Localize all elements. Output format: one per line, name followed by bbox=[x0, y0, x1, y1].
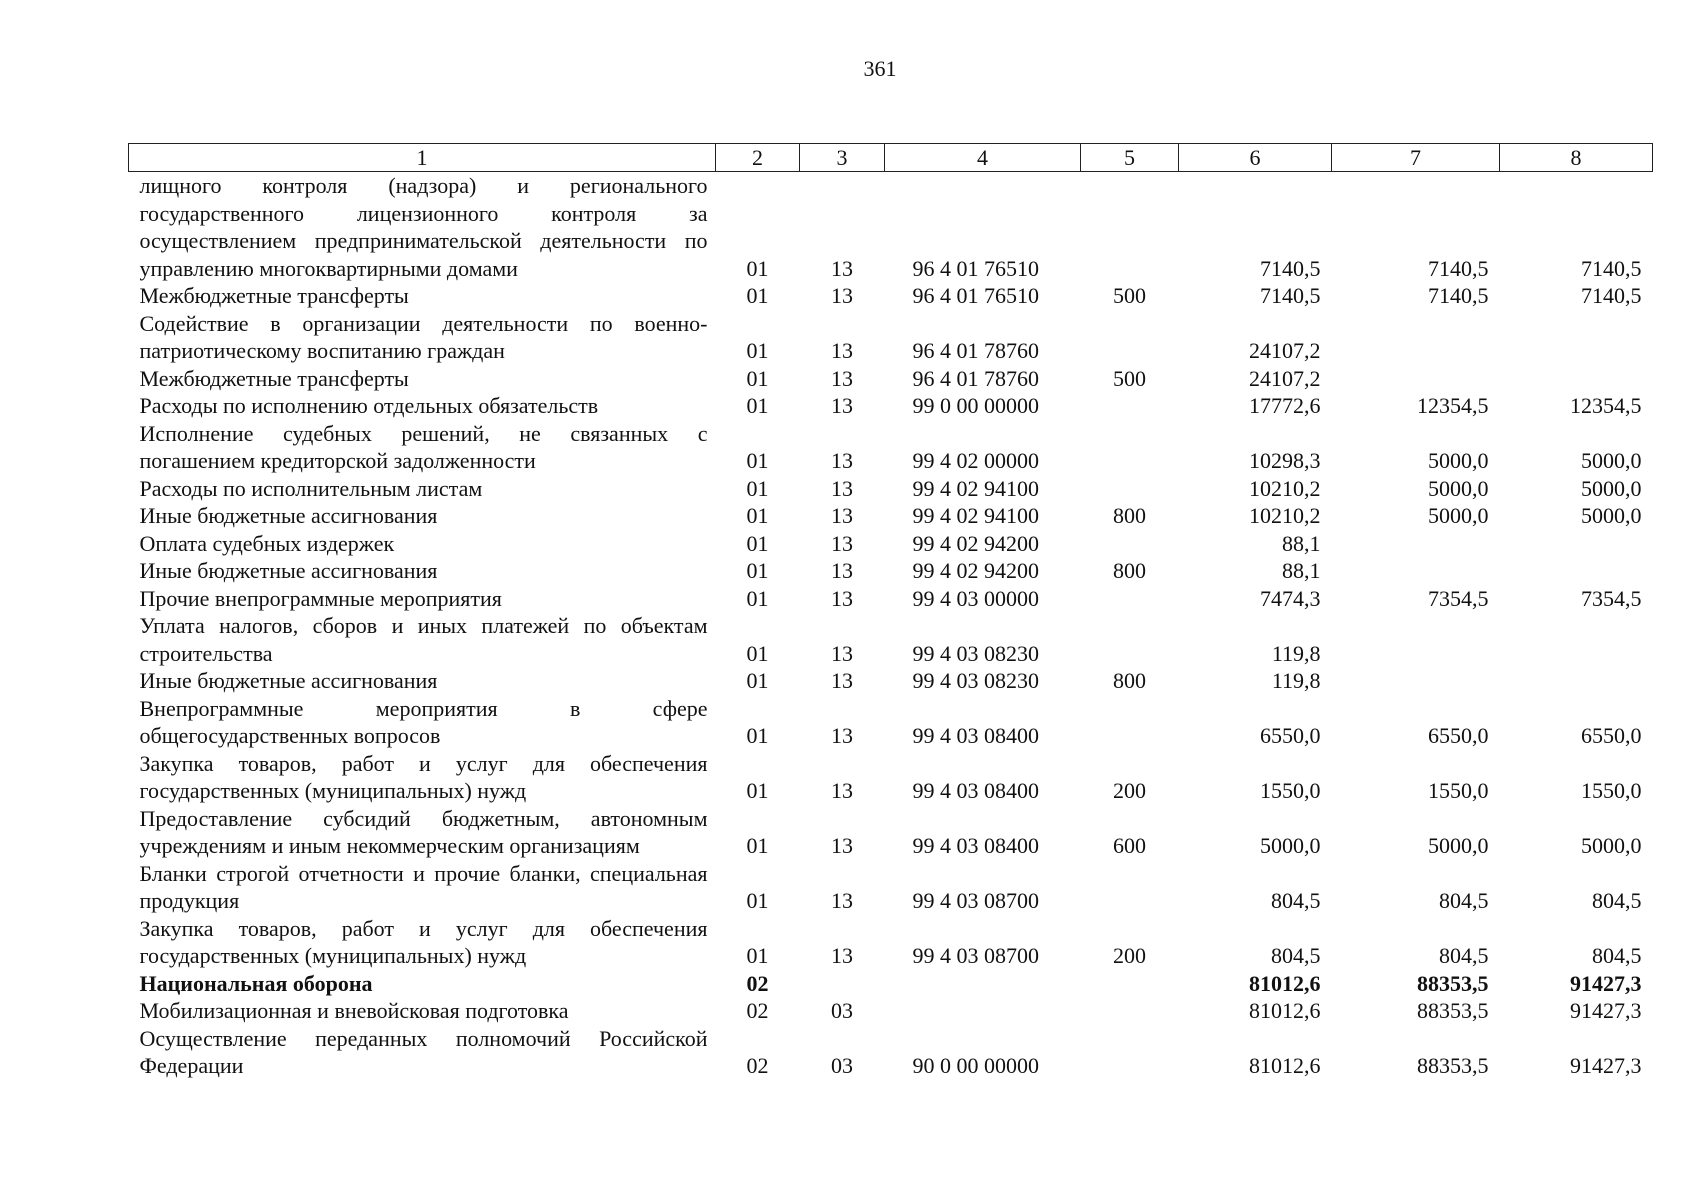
row-expense-type bbox=[1081, 695, 1179, 750]
row-section: 01 bbox=[746, 585, 769, 611]
table-row bbox=[129, 420, 1653, 475]
row-subsection: 13 bbox=[831, 585, 853, 611]
row-expense-type bbox=[1081, 997, 1179, 1025]
row-amount-year-2: 5000,0 bbox=[1428, 475, 1489, 501]
row-subsection: 13 bbox=[831, 888, 853, 913]
row-amount-year-3 bbox=[1500, 365, 1653, 393]
row-subsection: 13 bbox=[831, 283, 853, 308]
row-description: Бланки строгой отчетности и прочие бланки, специальная продукция bbox=[139, 860, 708, 913]
row-target-article: 99 4 03 00000 bbox=[912, 585, 1039, 611]
row-subsection: 13 bbox=[831, 723, 853, 748]
table-row bbox=[129, 392, 1653, 420]
row-expense-type: 800 bbox=[1113, 558, 1146, 583]
row-subsection: 03 bbox=[831, 998, 853, 1023]
row-amount-year-1: 7140,5 bbox=[1260, 283, 1321, 308]
row-description: Межбюджетные трансферты bbox=[139, 283, 409, 308]
row-subsection: 13 bbox=[831, 558, 853, 583]
row-amount-year-1: 1550,0 bbox=[1260, 778, 1321, 803]
row-amount-year-2: 7140,5 bbox=[1428, 255, 1489, 281]
row-description: Исполнение судебных решений, не связанных с погашением кредиторской задолженности bbox=[139, 420, 708, 473]
row-target-article: 96 4 01 76510 bbox=[912, 283, 1039, 308]
row-subsection: 13 bbox=[831, 365, 853, 391]
column-header: 6 bbox=[1179, 144, 1332, 172]
row-amount-year-1: 6550,0 bbox=[1260, 723, 1321, 748]
row-target-article: 99 4 03 08400 bbox=[912, 723, 1039, 748]
column-header: 8 bbox=[1500, 144, 1653, 172]
row-target-article: 99 4 03 08230 bbox=[912, 668, 1039, 693]
row-amount-year-2 bbox=[1332, 530, 1500, 558]
row-expense-type bbox=[1081, 475, 1179, 503]
row-section: 01 bbox=[746, 943, 769, 968]
row-section: 01 bbox=[746, 778, 769, 803]
row-description: Закупка товаров, работ и услуг для обеспечения государственных (муниципальных) нужд bbox=[139, 750, 708, 803]
row-section: 01 bbox=[746, 558, 769, 583]
table-row bbox=[129, 667, 1653, 695]
row-amount-year-3 bbox=[1500, 612, 1653, 667]
row-amount-year-3: 5000,0 bbox=[1581, 448, 1642, 473]
row-target-article: 99 0 00 00000 bbox=[912, 393, 1039, 418]
row-description: Национальная оборона bbox=[139, 970, 373, 996]
row-amount-year-2 bbox=[1332, 557, 1500, 585]
row-section: 01 bbox=[746, 365, 769, 391]
row-amount-year-1: 24107,2 bbox=[1249, 365, 1321, 391]
row-amount-year-1: 119,8 bbox=[1271, 640, 1321, 666]
row-section: 02 bbox=[746, 970, 769, 996]
row-description: Осуществление переданных полномочий Российской Федерации bbox=[139, 1025, 708, 1078]
row-amount-year-3: 5000,0 bbox=[1581, 833, 1642, 858]
row-target-article: 99 4 03 08400 bbox=[912, 778, 1039, 803]
table-row bbox=[129, 805, 1653, 860]
row-target-article: 96 4 01 76510 bbox=[912, 255, 1039, 281]
table-row bbox=[129, 860, 1653, 915]
column-header: 7 bbox=[1332, 144, 1500, 172]
table-row bbox=[129, 750, 1653, 805]
row-amount-year-1: 7474,3 bbox=[1260, 585, 1321, 611]
row-expense-type bbox=[1081, 860, 1179, 915]
row-amount-year-1: 17772,6 bbox=[1249, 393, 1321, 418]
row-description: Содействие в организации деятельности по военно-патриотическому воспитанию граждан bbox=[139, 310, 708, 363]
row-section: 02 bbox=[746, 998, 769, 1023]
row-amount-year-2: 88353,5 bbox=[1417, 998, 1489, 1023]
row-amount-year-3: 5000,0 bbox=[1581, 475, 1642, 501]
row-target-article: 99 4 03 08230 bbox=[912, 640, 1039, 666]
table-row bbox=[129, 612, 1653, 667]
row-subsection: 13 bbox=[831, 475, 853, 501]
row-expense-type: 200 bbox=[1113, 778, 1146, 803]
row-target-article: 99 4 03 08400 bbox=[912, 833, 1039, 858]
row-section: 01 bbox=[746, 640, 769, 666]
row-target-article: 99 4 03 08700 bbox=[912, 888, 1039, 913]
table-row bbox=[129, 1025, 1653, 1080]
row-target-article bbox=[885, 970, 1081, 998]
row-amount-year-1: 804,5 bbox=[1271, 943, 1321, 968]
table-row bbox=[129, 997, 1653, 1025]
row-amount-year-3: 12354,5 bbox=[1570, 393, 1642, 418]
row-amount-year-2: 7140,5 bbox=[1428, 283, 1489, 308]
row-amount-year-3 bbox=[1500, 530, 1653, 558]
table-row bbox=[129, 557, 1653, 585]
row-section: 01 bbox=[746, 283, 769, 308]
column-header: 3 bbox=[800, 144, 885, 172]
row-section: 01 bbox=[746, 393, 769, 418]
row-amount-year-2: 5000,0 bbox=[1428, 503, 1489, 528]
table-row bbox=[129, 310, 1653, 365]
row-subsection: 13 bbox=[831, 640, 853, 666]
row-amount-year-2: 88353,5 bbox=[1417, 1053, 1489, 1078]
row-amount-year-2 bbox=[1332, 667, 1500, 695]
page-number: 361 bbox=[863, 56, 897, 81]
row-amount-year-3 bbox=[1500, 310, 1653, 365]
row-amount-year-1: 10298,3 bbox=[1249, 448, 1321, 473]
row-expense-type: 500 bbox=[1113, 365, 1146, 391]
row-section: 01 bbox=[746, 255, 769, 281]
row-section: 01 bbox=[746, 448, 769, 473]
row-amount-year-3: 91427,3 bbox=[1570, 1053, 1642, 1078]
row-subsection: 03 bbox=[831, 1053, 853, 1078]
column-header: 1 bbox=[129, 144, 716, 172]
table-row bbox=[129, 530, 1653, 558]
row-amount-year-3 bbox=[1500, 667, 1653, 695]
row-amount-year-3: 5000,0 bbox=[1581, 503, 1642, 528]
row-subsection: 13 bbox=[831, 943, 853, 968]
row-target-article: 99 4 02 94100 bbox=[912, 475, 1039, 501]
row-subsection: 13 bbox=[831, 255, 853, 281]
row-expense-type bbox=[1081, 420, 1179, 475]
row-subsection: 13 bbox=[831, 530, 853, 556]
row-amount-year-3: 7354,5 bbox=[1581, 585, 1642, 611]
row-section: 01 bbox=[746, 833, 769, 858]
row-description: Иные бюджетные ассигнования bbox=[139, 503, 438, 528]
row-target-article: 90 0 00 00000 bbox=[912, 1053, 1039, 1078]
row-description: Прочие внепрограммные мероприятия bbox=[139, 585, 502, 611]
row-description: Мобилизационная и вневойсковая подготовка bbox=[139, 998, 569, 1023]
row-section: 01 bbox=[746, 888, 769, 913]
row-subsection: 13 bbox=[831, 778, 853, 803]
row-amount-year-3: 91427,3 bbox=[1570, 970, 1642, 996]
row-amount-year-1: 81012,6 bbox=[1249, 1053, 1321, 1078]
row-amount-year-3: 91427,3 bbox=[1570, 998, 1642, 1023]
row-amount-year-2 bbox=[1332, 310, 1500, 365]
table-body bbox=[129, 172, 1653, 1080]
row-subsection: 13 bbox=[831, 503, 853, 528]
row-amount-year-1: 7140,5 bbox=[1260, 255, 1321, 281]
row-amount-year-1: 119,8 bbox=[1271, 668, 1321, 693]
row-description: лищного контроля (надзора) и регионального государственного лицензионного контроля за осуществлением предпринимательской деятельности по управлению многоквартирными домами bbox=[139, 173, 708, 281]
row-section: 01 bbox=[746, 338, 769, 363]
row-section: 02 bbox=[746, 1053, 769, 1078]
row-amount-year-1: 10210,2 bbox=[1249, 503, 1321, 528]
row-expense-type: 500 bbox=[1113, 283, 1146, 308]
table-row bbox=[129, 695, 1653, 750]
row-amount-year-2: 6550,0 bbox=[1428, 723, 1489, 748]
row-amount-year-3: 6550,0 bbox=[1581, 723, 1642, 748]
row-amount-year-1: 10210,2 bbox=[1249, 475, 1321, 501]
row-target-article: 99 4 02 94200 bbox=[912, 558, 1039, 583]
budget-table bbox=[128, 143, 1653, 1080]
row-section: 01 bbox=[746, 723, 769, 748]
table-row bbox=[129, 365, 1653, 393]
row-section: 01 bbox=[746, 475, 769, 501]
row-expense-type: 200 bbox=[1113, 943, 1146, 968]
row-target-article: 96 4 01 78760 bbox=[912, 338, 1039, 363]
table-row bbox=[129, 282, 1653, 310]
row-section: 01 bbox=[746, 668, 769, 693]
row-target-article: 99 4 02 94200 bbox=[912, 530, 1039, 556]
row-description: Расходы по исполнению отдельных обязательств bbox=[139, 393, 599, 418]
row-expense-type bbox=[1081, 310, 1179, 365]
row-expense-type bbox=[1081, 970, 1179, 998]
row-amount-year-3: 1550,0 bbox=[1581, 778, 1642, 803]
row-expense-type: 800 bbox=[1113, 503, 1146, 528]
table-header-row bbox=[129, 144, 1653, 172]
row-description: Иные бюджетные ассигнования bbox=[139, 558, 438, 583]
row-amount-year-3: 7140,5 bbox=[1581, 255, 1642, 281]
row-expense-type bbox=[1081, 172, 1179, 283]
row-expense-type bbox=[1081, 530, 1179, 558]
row-amount-year-2: 1550,0 bbox=[1428, 778, 1489, 803]
table-row bbox=[129, 970, 1653, 998]
row-description: Иные бюджетные ассигнования bbox=[139, 668, 438, 693]
row-target-article bbox=[885, 997, 1081, 1025]
row-amount-year-1: 81012,6 bbox=[1249, 970, 1321, 996]
row-amount-year-3: 804,5 bbox=[1592, 888, 1642, 913]
row-amount-year-1: 88,1 bbox=[1282, 530, 1321, 556]
row-amount-year-2 bbox=[1332, 612, 1500, 667]
row-expense-type bbox=[1081, 612, 1179, 667]
table-row bbox=[129, 172, 1653, 283]
table-row bbox=[129, 585, 1653, 613]
row-subsection: 13 bbox=[831, 668, 853, 693]
row-expense-type: 600 bbox=[1113, 833, 1146, 858]
row-description: Межбюджетные трансферты bbox=[139, 365, 409, 391]
row-amount-year-3: 804,5 bbox=[1592, 943, 1642, 968]
column-header: 4 bbox=[885, 144, 1081, 172]
row-description: Внепрограммные мероприятия в сфере общегосударственных вопросов bbox=[139, 695, 708, 748]
row-description: Уплата налогов, сборов и иных платежей по объектам строительства bbox=[139, 613, 708, 666]
table-row bbox=[129, 502, 1653, 530]
row-subsection: 13 bbox=[831, 448, 853, 473]
row-amount-year-2: 804,5 bbox=[1439, 888, 1489, 913]
row-amount-year-2: 804,5 bbox=[1439, 943, 1489, 968]
row-expense-type bbox=[1081, 585, 1179, 613]
row-subsection bbox=[800, 970, 885, 998]
row-amount-year-1: 81012,6 bbox=[1249, 998, 1321, 1023]
row-description: Оплата судебных издержек bbox=[139, 530, 395, 556]
table-row bbox=[129, 915, 1653, 970]
row-amount-year-2: 88353,5 bbox=[1417, 970, 1489, 996]
row-subsection: 13 bbox=[831, 393, 853, 418]
row-target-article: 96 4 01 78760 bbox=[912, 365, 1039, 391]
row-amount-year-3 bbox=[1500, 557, 1653, 585]
row-section: 01 bbox=[746, 530, 769, 556]
row-amount-year-2 bbox=[1332, 365, 1500, 393]
row-description: Расходы по исполнительным листам bbox=[139, 475, 483, 501]
row-subsection: 13 bbox=[831, 338, 853, 363]
table-row bbox=[129, 475, 1653, 503]
row-expense-type bbox=[1081, 392, 1179, 420]
row-amount-year-1: 88,1 bbox=[1282, 558, 1321, 583]
row-target-article: 99 4 02 94100 bbox=[912, 503, 1039, 528]
row-amount-year-2: 5000,0 bbox=[1428, 833, 1489, 858]
row-amount-year-2: 12354,5 bbox=[1417, 393, 1489, 418]
row-subsection: 13 bbox=[831, 833, 853, 858]
row-target-article: 99 4 03 08700 bbox=[912, 943, 1039, 968]
row-amount-year-1: 804,5 bbox=[1271, 888, 1321, 913]
row-amount-year-3: 7140,5 bbox=[1581, 283, 1642, 308]
row-section: 01 bbox=[746, 503, 769, 528]
column-header: 2 bbox=[716, 144, 800, 172]
row-target-article: 99 4 02 00000 bbox=[912, 448, 1039, 473]
row-amount-year-2: 5000,0 bbox=[1428, 448, 1489, 473]
row-description: Предоставление субсидий бюджетным, автономным учреждениям и иным некоммерческим организациям bbox=[139, 805, 708, 858]
row-expense-type: 800 bbox=[1113, 668, 1146, 693]
row-amount-year-1: 24107,2 bbox=[1249, 338, 1321, 363]
row-amount-year-2: 7354,5 bbox=[1428, 585, 1489, 611]
row-description: Закупка товаров, работ и услуг для обеспечения государственных (муниципальных) нужд bbox=[139, 915, 708, 968]
row-expense-type bbox=[1081, 1025, 1179, 1080]
row-amount-year-1: 5000,0 bbox=[1260, 833, 1321, 858]
column-header: 5 bbox=[1081, 144, 1179, 172]
